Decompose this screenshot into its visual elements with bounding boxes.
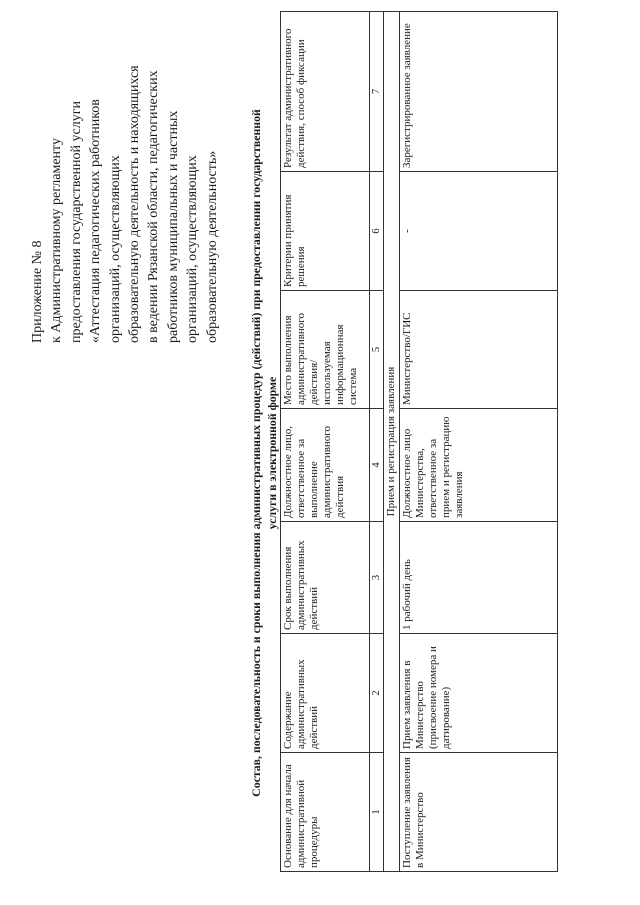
header-cell: Срок выполнения административных действий [281, 522, 370, 634]
header-cell: Место выполнения административного действия/ используемая информационная система [281, 291, 370, 409]
table-header-row [281, 12, 370, 872]
appendix-line: работников муниципальных и частных [165, 110, 181, 343]
section-heading: Прием и регистрация заявления [384, 12, 400, 872]
column-number: 7 [370, 12, 384, 172]
header-cell: Должностное лицо, ответственное за выполнение административного действия [281, 409, 370, 522]
table-number-row [370, 12, 384, 872]
table-cell: - [400, 172, 558, 291]
appendix-line: организаций, осуществляющих [185, 155, 201, 343]
column-number: 5 [370, 291, 384, 409]
table-cell: Поступление заявления в Министерство [400, 753, 558, 872]
table-cell: Должностное лицо Министерства, ответственное за прием и регистрацию заявления [400, 409, 558, 522]
column-number: 3 [370, 522, 384, 634]
appendix-line: организаций, осуществляющих [107, 155, 123, 343]
header-cell: Результат административного действия, способ фиксации [281, 12, 370, 172]
procedures-table [280, 11, 558, 872]
column-number: 2 [370, 634, 384, 753]
appendix-line: в ведении Рязанской области, педагогических [146, 70, 162, 343]
table-cell: Министерство/ГИС [400, 291, 558, 409]
table-cell: Прием заявления в Министерство (присвоение номера и датирование) [400, 634, 558, 753]
appendix-line: «Аттестация педагогических работников [88, 99, 104, 343]
appendix-line: к Административному регламенту [49, 138, 65, 343]
column-number: 4 [370, 409, 384, 522]
appendix-line: образовательную деятельность» [204, 150, 220, 343]
header-cell: Содержание административных действий [281, 634, 370, 753]
table-cell: Зарегистрированное заявление [400, 12, 558, 172]
appendix-block [28, 13, 222, 343]
table-cell: 1 рабочий день [400, 522, 558, 634]
document-title [248, 33, 280, 873]
header-cell: Основание для начала административной процедуры [281, 753, 370, 872]
title-line-1: Состав, последовательность и сроки выполнения административных процедур (действий) при предоставлении государственной [249, 109, 263, 797]
column-number: 1 [370, 753, 384, 872]
title-line-2: услуги в электронной форме [265, 376, 279, 530]
column-number: 6 [370, 172, 384, 291]
table-row [400, 12, 558, 872]
section-row [384, 12, 400, 872]
header-cell: Критерии принятия решения [281, 172, 370, 291]
appendix-line: Приложение № 8 [30, 240, 45, 343]
appendix-line: предоставления государственной услуги [68, 101, 84, 343]
appendix-line: образовательную деятельность и находящихся [127, 65, 143, 343]
